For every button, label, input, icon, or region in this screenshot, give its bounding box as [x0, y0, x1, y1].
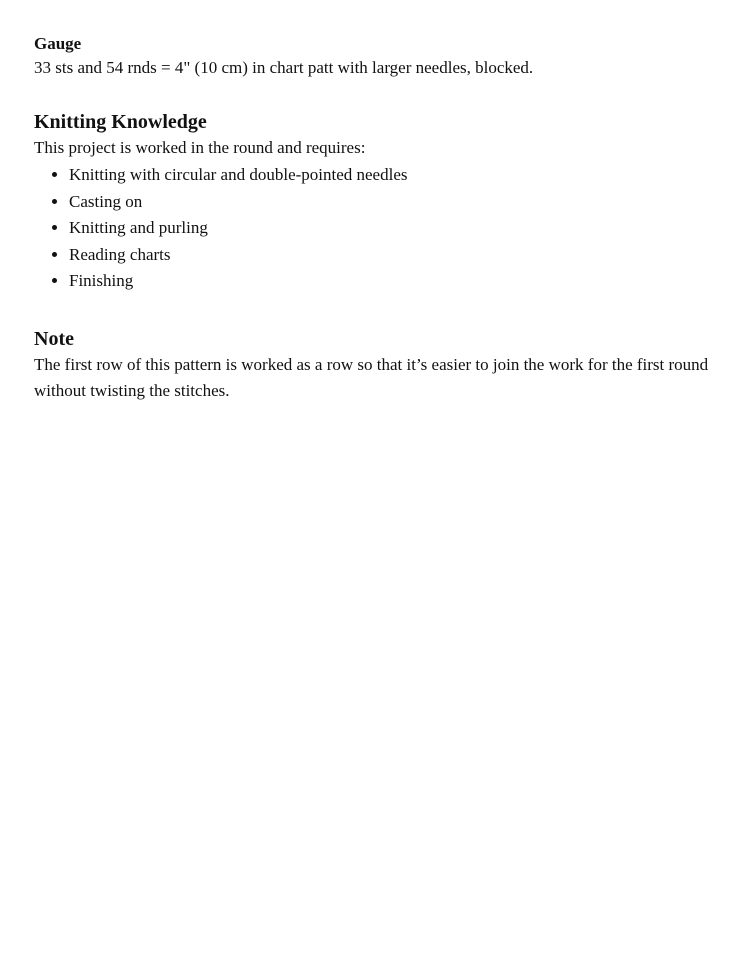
- list-item: • Casting on: [69, 189, 716, 216]
- list-item: • Reading charts: [69, 242, 716, 269]
- list-item: • Finishing: [69, 268, 716, 295]
- knitting-knowledge-section: [34, 109, 716, 295]
- knitting-knowledge-heading: Knitting Knowledge: [34, 111, 207, 133]
- gauge-heading: Gauge: [34, 34, 82, 53]
- gauge-section: [34, 33, 716, 81]
- skills-list: [34, 162, 716, 295]
- note-heading: Note: [34, 327, 74, 350]
- note-section: [34, 326, 716, 404]
- list-item: • Knitting and purling: [69, 215, 716, 242]
- knitting-knowledge-intro: This project is worked in the round and requires:: [34, 138, 366, 157]
- list-item: • Knitting with circular and double-pointed needles: [69, 162, 716, 189]
- gauge-text: 33 sts and 54 rnds = 4" (10 cm) in chart patt with larger needles, blocked.: [34, 58, 534, 77]
- note-text: The first row of this pattern is worked as a row so that it’s easier to join the work for the first round without twisting the stitches.: [34, 354, 709, 400]
